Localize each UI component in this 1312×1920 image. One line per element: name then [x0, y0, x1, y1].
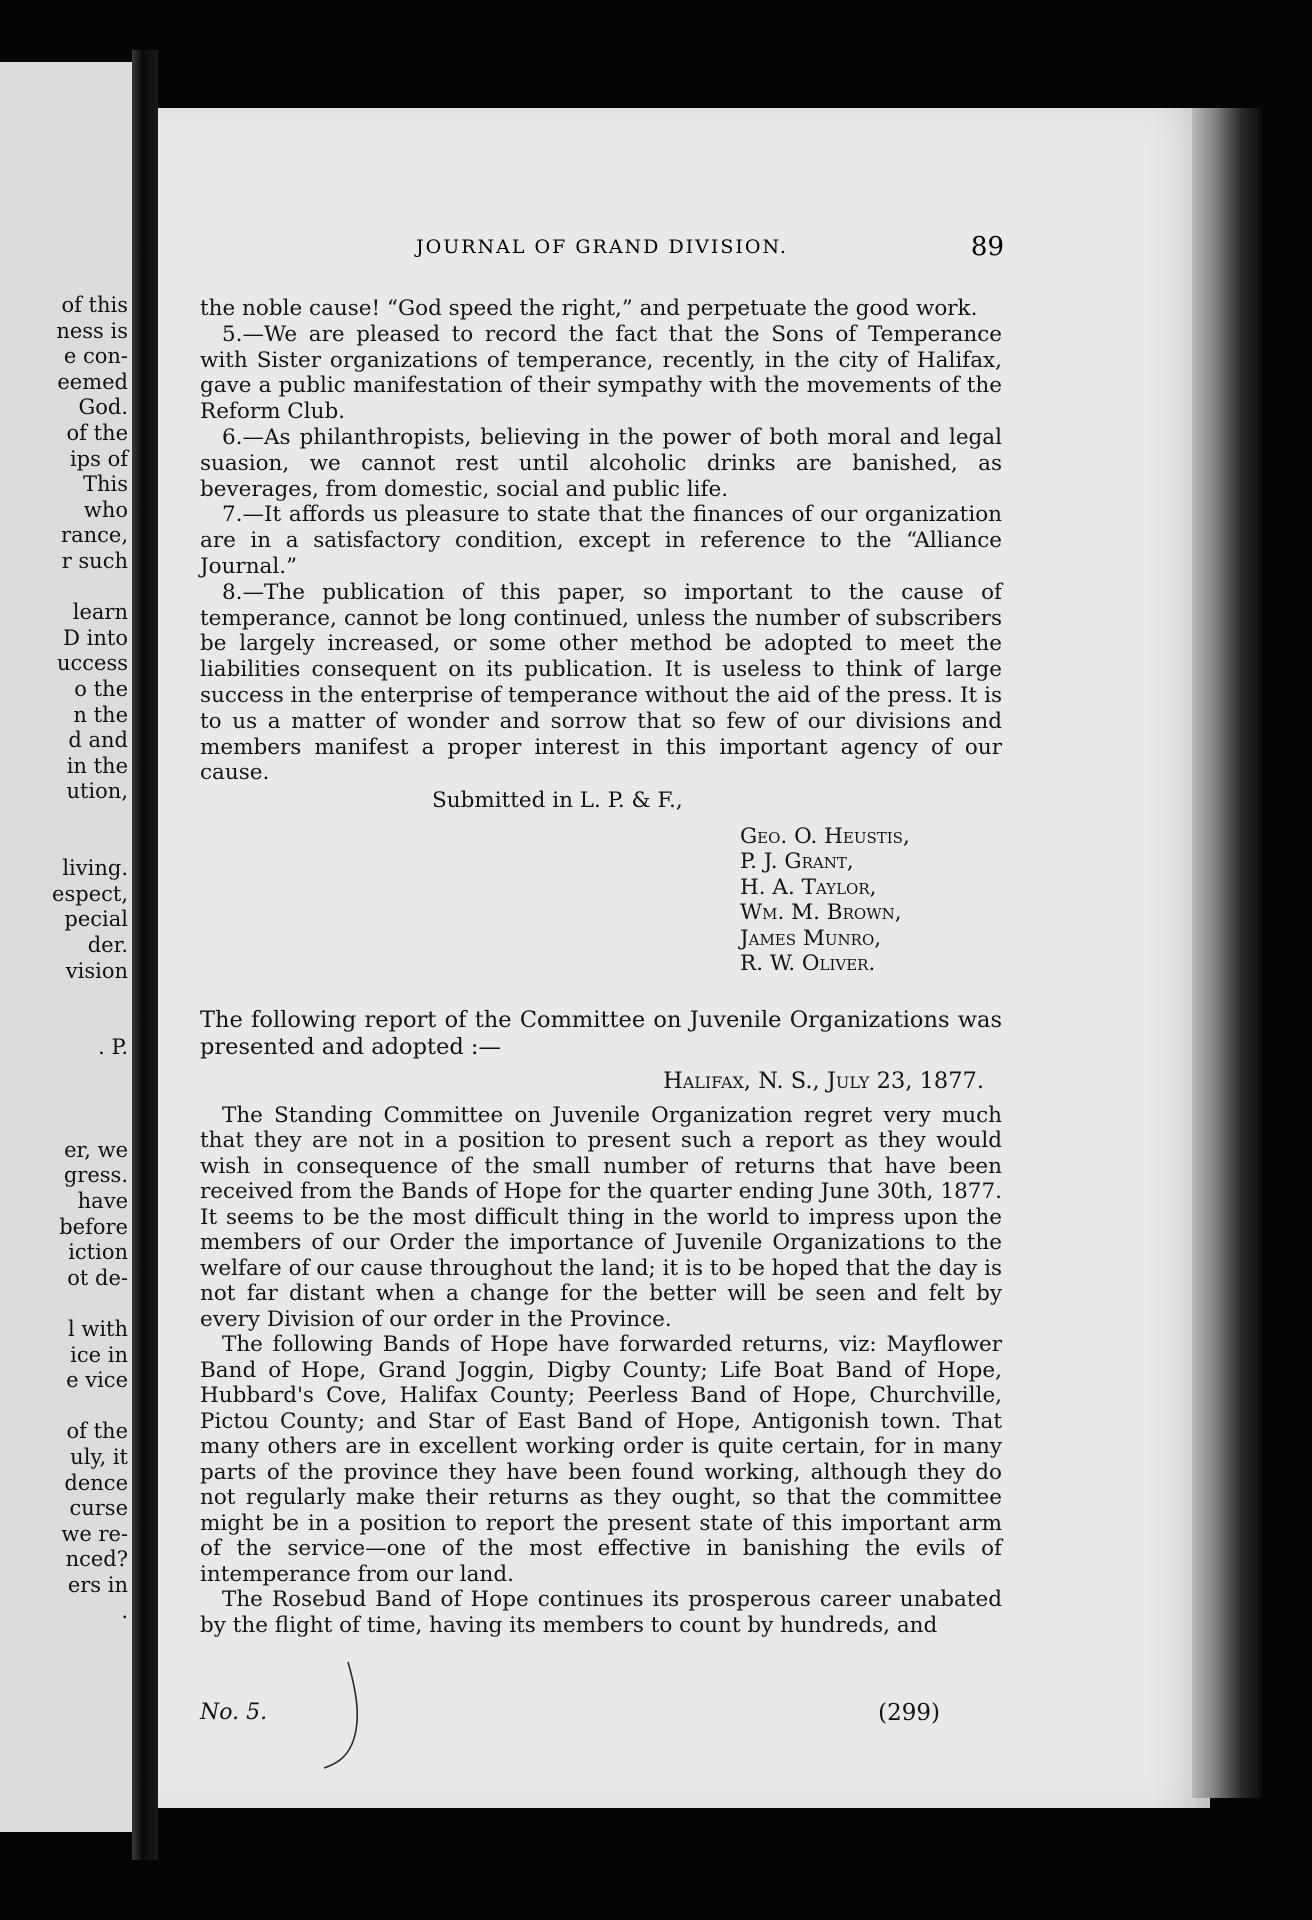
report-paragraph: The following Bands of Hope have forwarded returns, viz: Mayflower Band of Hope, Grand Joggin, Digby County; Life Boat Band of Hope, Hubbard's Cove, Halifax County; Peerless Band of Hope, Churchville, Pictou County; and Star of East Band of Hope, Antigonish town. That many others are in excellent working order is quite certain, for in many parts of the province they have been found working, although they do not regularly make their returns as they ought, so that the committee might be in a position to report the present state of this important arm of the service—one of the most effective in banishing the evils of intemperance from our land.	[200, 1332, 1002, 1587]
resolution-8: 8.—The publication of this paper, so important to the cause of temperance, cannot be long continued, unless the number of subscribers be largely increased, or some other method be adopted to meet the liabilities consequent on its publication. It is useless to think of large success in the enterprise of temperance without the aid of the press. It is to us a matter of wonder and sorrow that so few of our divisions and members manifest a proper interest in this important agency of our cause.	[200, 579, 1002, 786]
facing-page-line: gress.	[63, 1163, 128, 1188]
report-paragraph: The Standing Committee on Juvenile Organization regret very much that they are not in a position to present such a report as they would wish in consequence of the small number of returns that have been received from the Bands of Hope for the quarter ending June 30th, 1877. It seems to be the most difficult thing in the world to impress upon the members of our Order the importance of Juvenile Organizations to the welfare of our cause throughout the land; it is to be hoped that the day is not far distant when a change for the better will be seen and felt by every Division of our order in the Province.	[200, 1102, 1002, 1332]
signer: James Munro,	[740, 925, 882, 951]
juvenile-report	[200, 1103, 1002, 1639]
facing-page-line: before	[59, 1214, 128, 1239]
facing-page-line: ness is	[56, 318, 128, 343]
facing-page-line: D into	[63, 625, 128, 650]
facing-page-line: . P.	[98, 1035, 128, 1060]
facing-page-line: er, we	[64, 1137, 128, 1162]
facing-page-line: This	[82, 472, 128, 497]
facing-page-line: of the	[66, 421, 128, 445]
facing-page-line: uly, it	[70, 1445, 128, 1469]
book-gutter	[132, 50, 158, 1860]
paragraph-continuation: the noble cause! “God speed the right,” and perpetuate the good work.	[200, 296, 978, 321]
signers-list	[740, 824, 1002, 977]
report-intro: The following report of the Committee on Juvenile Organizations was presented and adopted :—	[200, 1006, 1002, 1060]
resolution-6: 6.—As philanthropists, believing in the power of both moral and legal suasion, we cannot rest until alcoholic drinks are banished, as beverages, from domestic, social and public life.	[200, 424, 1002, 502]
facing-page-line: n the	[73, 702, 128, 727]
signer: H. A. Taylor,	[740, 874, 877, 900]
signer: Wm. M. Brown,	[740, 900, 902, 926]
facing-page-line: o the	[74, 677, 128, 701]
facing-page-line: learn	[72, 600, 128, 625]
facing-page-line: ips of	[69, 446, 128, 471]
facing-page-line: rance,	[61, 523, 128, 548]
facing-page-line: e con-	[63, 344, 128, 369]
page-body	[200, 296, 1002, 1638]
facing-page-line: pecial	[64, 907, 128, 932]
facing-page-line: of this	[61, 293, 128, 317]
facing-page-line: living.	[62, 856, 128, 881]
facing-page-line: l with	[67, 1317, 128, 1341]
facing-page-line: vision	[65, 958, 128, 983]
pencil-mark	[318, 1660, 378, 1770]
facing-page-line: iction	[68, 1240, 128, 1265]
facing-page-line: der.	[87, 933, 128, 957]
facing-page-line: who	[83, 497, 128, 522]
facing-page-line: r such	[61, 549, 128, 573]
facing-page-line: e vice	[66, 1368, 128, 1393]
facing-page-line: espect,	[52, 881, 128, 906]
resolution-5: 5.—We are pleased to record the fact that the Sons of Temperance with Sister organizations of temperance, recently, in the city of Halifax, gave a public manifestation of their sympathy with the movements of the Reform Club.	[200, 321, 1002, 425]
signer: Geo. O. Heustis,	[740, 823, 910, 849]
facing-page-line: eemed	[57, 369, 128, 394]
folio-number: (299)	[878, 1700, 940, 1726]
signature-mark: No. 5.	[200, 1700, 268, 1725]
submitted-line: Submitted in L. P. & F.,	[432, 788, 683, 814]
running-title: JOURNAL OF GRAND DIVISION.	[416, 236, 788, 258]
facing-page-line: dence	[64, 1470, 128, 1495]
facing-page-line: of the	[66, 1419, 128, 1444]
facing-page-line: ice in	[70, 1342, 128, 1367]
report-paragraph: The Rosebud Band of Hope continues its prosperous career unabated by the flight of time, having its members to count by hundreds, and	[200, 1587, 1002, 1638]
resolution-7: 7.—It affords us pleasure to state that the finances of our organization are in a satisfactory condition, except in reference to the “Alliance Journal.”	[200, 502, 1002, 579]
facing-page-line: we re-	[61, 1521, 128, 1546]
facing-page-fragment	[0, 62, 132, 1832]
facing-page-line: in the	[66, 753, 128, 778]
facing-page-line: have	[77, 1189, 128, 1213]
dateline: Halifax, N. S., July 23, 1877.	[663, 1067, 984, 1094]
signer: P. J. Grant,	[740, 849, 854, 875]
facing-page-line: curse	[69, 1496, 128, 1521]
page-edge	[1192, 108, 1262, 1798]
signer: R. W. Oliver.	[740, 951, 876, 977]
facing-page-line: d and	[68, 728, 128, 753]
running-head	[200, 232, 1004, 268]
facing-page-line: ers in	[67, 1573, 128, 1597]
facing-page-line: nced?	[65, 1547, 128, 1572]
facing-page-line: God.	[78, 395, 128, 420]
facing-page-line: ot de-	[67, 1265, 128, 1290]
facing-page-line: ution,	[66, 779, 128, 804]
page-number: 89	[970, 232, 1004, 262]
facing-page-line: uccess	[56, 651, 128, 676]
page-footer	[200, 1700, 980, 1734]
facing-page-line: .	[121, 1598, 128, 1623]
